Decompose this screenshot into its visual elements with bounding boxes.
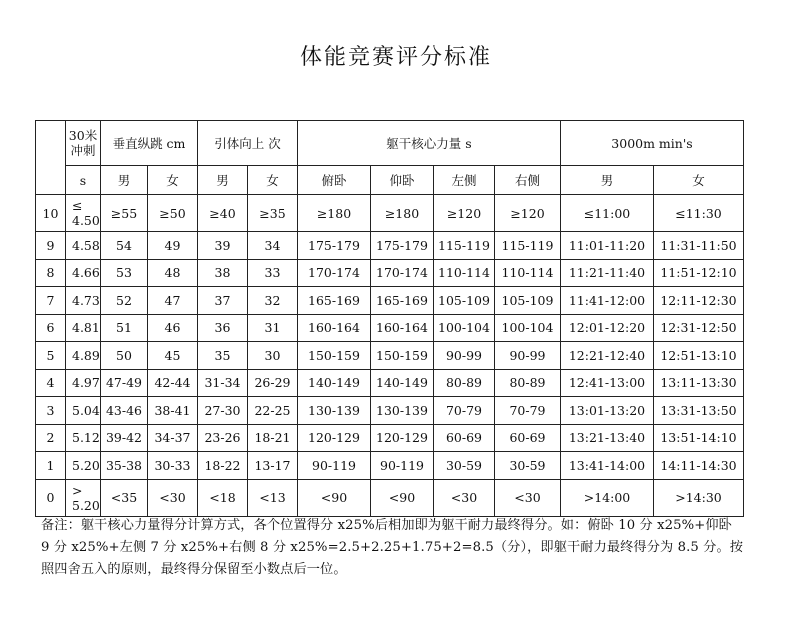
cell-rf: 12:31-12:50 bbox=[654, 314, 744, 342]
cell-prone: 150-159 bbox=[298, 342, 371, 370]
cell-left: 60-69 bbox=[434, 424, 495, 452]
table-row bbox=[36, 369, 744, 397]
cell-pm: 23-26 bbox=[198, 424, 248, 452]
cell-right: <30 bbox=[495, 479, 561, 516]
cell-rm: 11:01-11:20 bbox=[561, 232, 654, 260]
cell-sprint: ≤ 4.50 bbox=[66, 195, 101, 232]
core-right-header: 右侧 bbox=[495, 166, 561, 195]
cell-pf: 18-21 bbox=[248, 424, 298, 452]
cell-prone: 130-139 bbox=[298, 397, 371, 425]
scoring-table bbox=[35, 120, 744, 517]
cell-supine: 160-164 bbox=[371, 314, 434, 342]
cell-left: 105-109 bbox=[434, 287, 495, 315]
cell-pm: <18 bbox=[198, 479, 248, 516]
pullup-header: 引体向上 次 bbox=[198, 121, 298, 166]
cell-left: 30-59 bbox=[434, 452, 495, 480]
cell-supine: 130-139 bbox=[371, 397, 434, 425]
cell-supine: 165-169 bbox=[371, 287, 434, 315]
score-header-cell bbox=[36, 121, 66, 195]
cell-rf: 13:11-13:30 bbox=[654, 369, 744, 397]
cell-score: 0 bbox=[36, 479, 66, 516]
cell-right: 30-59 bbox=[495, 452, 561, 480]
cell-pf: 13-17 bbox=[248, 452, 298, 480]
run-female-header: 女 bbox=[654, 166, 744, 195]
cell-pm: 18-22 bbox=[198, 452, 248, 480]
cell-supine: 140-149 bbox=[371, 369, 434, 397]
cell-prone: ≥180 bbox=[298, 195, 371, 232]
cell-left: <30 bbox=[434, 479, 495, 516]
cell-prone: 90-119 bbox=[298, 452, 371, 480]
cell-right: 110-114 bbox=[495, 259, 561, 287]
cell-rm: ≤11:00 bbox=[561, 195, 654, 232]
cell-prone: 160-164 bbox=[298, 314, 371, 342]
cell-pf: <13 bbox=[248, 479, 298, 516]
cell-rm: 13:41-14:00 bbox=[561, 452, 654, 480]
cell-rf: 11:31-11:50 bbox=[654, 232, 744, 260]
cell-sprint: 5.20 bbox=[66, 452, 101, 480]
cell-pf: 26-29 bbox=[248, 369, 298, 397]
cell-sprint: > 5.20 bbox=[66, 479, 101, 516]
cell-rm: 12:41-13:00 bbox=[561, 369, 654, 397]
cell-jm: 51 bbox=[101, 314, 148, 342]
cell-prone: 165-169 bbox=[298, 287, 371, 315]
sprint-header: 30米 冲刺 bbox=[66, 121, 101, 166]
cell-jf: 42-44 bbox=[148, 369, 198, 397]
cell-rm: 11:41-12:00 bbox=[561, 287, 654, 315]
cell-pf: 30 bbox=[248, 342, 298, 370]
cell-jf: 30-33 bbox=[148, 452, 198, 480]
footnote: 备注：躯干核心力量得分计算方式，各个位置得分 x25%后相加即为躯干耐力最终得分。如：俯卧 10 分 x25%+仰卧 9 分 x25%+左侧 7 分 x25%+右侧 8 分 x25%=2.5+2.25+1.75+2=8.5（分），即躯干耐力最终得分为 8.5 分。按照四舍五入的原则，最终得分保留至小数点后一位。 bbox=[41, 518, 744, 577]
cell-supine: 90-119 bbox=[371, 452, 434, 480]
cell-rm: >14:00 bbox=[561, 479, 654, 516]
cell-rm: 13:21-13:40 bbox=[561, 424, 654, 452]
cell-left: 115-119 bbox=[434, 232, 495, 260]
cell-rf: 12:11-12:30 bbox=[654, 287, 744, 315]
cell-right: 70-79 bbox=[495, 397, 561, 425]
cell-prone: <90 bbox=[298, 479, 371, 516]
cell-supine: 120-129 bbox=[371, 424, 434, 452]
cell-pm: 38 bbox=[198, 259, 248, 287]
cell-sprint: 4.66 bbox=[66, 259, 101, 287]
cell-score: 2 bbox=[36, 424, 66, 452]
cell-jm: 50 bbox=[101, 342, 148, 370]
cell-prone: 175-179 bbox=[298, 232, 371, 260]
cell-pf: 34 bbox=[248, 232, 298, 260]
cell-rm: 11:21-11:40 bbox=[561, 259, 654, 287]
core-supine-header: 仰卧 bbox=[371, 166, 434, 195]
cell-jf: 48 bbox=[148, 259, 198, 287]
cell-jf: 38-41 bbox=[148, 397, 198, 425]
cell-right: 60-69 bbox=[495, 424, 561, 452]
cell-pf: 32 bbox=[248, 287, 298, 315]
cell-right: 100-104 bbox=[495, 314, 561, 342]
cell-left: 100-104 bbox=[434, 314, 495, 342]
cell-pf: ≥35 bbox=[248, 195, 298, 232]
cell-jf: 34-37 bbox=[148, 424, 198, 452]
cell-pm: 27-30 bbox=[198, 397, 248, 425]
cell-jm: ≥55 bbox=[101, 195, 148, 232]
table-row bbox=[36, 259, 744, 287]
cell-score: 6 bbox=[36, 314, 66, 342]
cell-supine: 170-174 bbox=[371, 259, 434, 287]
cell-right: 115-119 bbox=[495, 232, 561, 260]
cell-pm: ≥40 bbox=[198, 195, 248, 232]
cell-rf: 14:11-14:30 bbox=[654, 452, 744, 480]
cell-score: 3 bbox=[36, 397, 66, 425]
cell-prone: 120-129 bbox=[298, 424, 371, 452]
table-row bbox=[36, 424, 744, 452]
cell-jf: <30 bbox=[148, 479, 198, 516]
table-row bbox=[36, 342, 744, 370]
cell-rf: 13:31-13:50 bbox=[654, 397, 744, 425]
core-prone-header: 俯卧 bbox=[298, 166, 371, 195]
cell-jf: 46 bbox=[148, 314, 198, 342]
cell-sprint: 4.73 bbox=[66, 287, 101, 315]
cell-supine: 150-159 bbox=[371, 342, 434, 370]
cell-jm: <35 bbox=[101, 479, 148, 516]
cell-pm: 36 bbox=[198, 314, 248, 342]
cell-jm: 47-49 bbox=[101, 369, 148, 397]
cell-jm: 52 bbox=[101, 287, 148, 315]
cell-rf: 13:51-14:10 bbox=[654, 424, 744, 452]
pullup-female-header: 女 bbox=[248, 166, 298, 195]
core-header: 躯干核心力量 s bbox=[298, 121, 561, 166]
jump-male-header: 男 bbox=[101, 166, 148, 195]
cell-score: 5 bbox=[36, 342, 66, 370]
cell-pf: 33 bbox=[248, 259, 298, 287]
cell-score: 1 bbox=[36, 452, 66, 480]
cell-right: 90-99 bbox=[495, 342, 561, 370]
cell-rf: >14:30 bbox=[654, 479, 744, 516]
core-left-header: 左侧 bbox=[434, 166, 495, 195]
cell-score: 9 bbox=[36, 232, 66, 260]
cell-rf: 12:51-13:10 bbox=[654, 342, 744, 370]
cell-jf: 45 bbox=[148, 342, 198, 370]
cell-sprint: 4.89 bbox=[66, 342, 101, 370]
table-row bbox=[36, 479, 744, 516]
cell-jm: 54 bbox=[101, 232, 148, 260]
cell-jm: 35-38 bbox=[101, 452, 148, 480]
cell-pm: 39 bbox=[198, 232, 248, 260]
table-row bbox=[36, 287, 744, 315]
cell-pf: 31 bbox=[248, 314, 298, 342]
jump-header: 垂直纵跳 cm bbox=[101, 121, 198, 166]
sprint-unit: s bbox=[66, 166, 101, 195]
cell-sprint: 4.58 bbox=[66, 232, 101, 260]
cell-rf: ≤11:30 bbox=[654, 195, 744, 232]
cell-pm: 37 bbox=[198, 287, 248, 315]
cell-sprint: 5.04 bbox=[66, 397, 101, 425]
cell-jf: ≥50 bbox=[148, 195, 198, 232]
cell-left: 110-114 bbox=[434, 259, 495, 287]
cell-jm: 43-46 bbox=[101, 397, 148, 425]
cell-prone: 170-174 bbox=[298, 259, 371, 287]
cell-score: 10 bbox=[36, 195, 66, 232]
cell-jm: 53 bbox=[101, 259, 148, 287]
cell-right: ≥120 bbox=[495, 195, 561, 232]
table-row bbox=[36, 232, 744, 260]
cell-supine: 175-179 bbox=[371, 232, 434, 260]
table-row bbox=[36, 452, 744, 480]
table-row bbox=[36, 314, 744, 342]
cell-score: 8 bbox=[36, 259, 66, 287]
cell-left: 80-89 bbox=[434, 369, 495, 397]
run-male-header: 男 bbox=[561, 166, 654, 195]
table-row bbox=[36, 195, 744, 232]
cell-score: 7 bbox=[36, 287, 66, 315]
cell-prone: 140-149 bbox=[298, 369, 371, 397]
jump-female-header: 女 bbox=[148, 166, 198, 195]
cell-right: 80-89 bbox=[495, 369, 561, 397]
page-title: 体能竞赛评分标准 bbox=[299, 45, 492, 70]
cell-sprint: 4.97 bbox=[66, 369, 101, 397]
cell-pf: 22-25 bbox=[248, 397, 298, 425]
cell-supine: <90 bbox=[371, 479, 434, 516]
cell-sprint: 4.81 bbox=[66, 314, 101, 342]
cell-jm: 39-42 bbox=[101, 424, 148, 452]
cell-right: 105-109 bbox=[495, 287, 561, 315]
run-header: 3000m min's bbox=[561, 121, 744, 166]
cell-pm: 35 bbox=[198, 342, 248, 370]
cell-rm: 13:01-13:20 bbox=[561, 397, 654, 425]
cell-supine: ≥180 bbox=[371, 195, 434, 232]
table-row bbox=[36, 397, 744, 425]
cell-pm: 31-34 bbox=[198, 369, 248, 397]
cell-score: 4 bbox=[36, 369, 66, 397]
cell-left: ≥120 bbox=[434, 195, 495, 232]
cell-rm: 12:01-12:20 bbox=[561, 314, 654, 342]
pullup-male-header: 男 bbox=[198, 166, 248, 195]
cell-rm: 12:21-12:40 bbox=[561, 342, 654, 370]
cell-rf: 11:51-12:10 bbox=[654, 259, 744, 287]
cell-left: 90-99 bbox=[434, 342, 495, 370]
cell-sprint: 5.12 bbox=[66, 424, 101, 452]
cell-jf: 49 bbox=[148, 232, 198, 260]
cell-jf: 47 bbox=[148, 287, 198, 315]
cell-left: 70-79 bbox=[434, 397, 495, 425]
